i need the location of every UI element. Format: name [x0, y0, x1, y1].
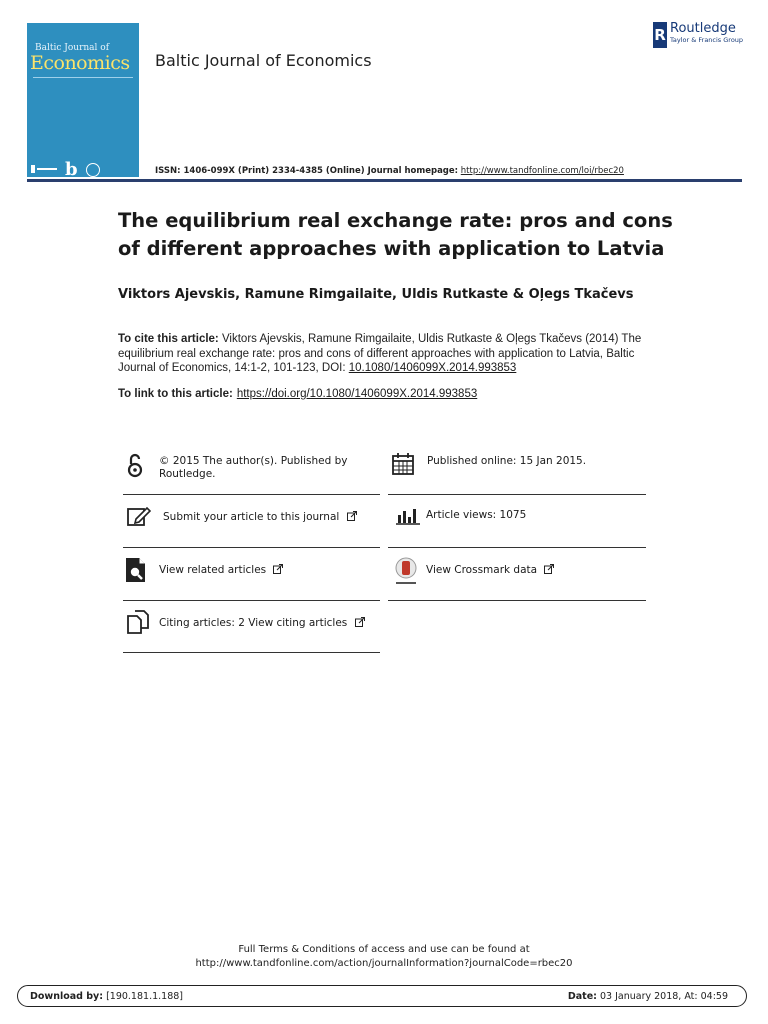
meta-divider [388, 600, 646, 601]
citing-documents-icon [127, 610, 151, 634]
cover-seal-icon [86, 163, 100, 177]
link-label: To link to this article: [118, 388, 233, 400]
cite-doi-link[interactable]: 10.1080/1406099X.2014.993853 [348, 362, 517, 374]
journal-cover-image [27, 23, 139, 177]
download-label: Download by: [30, 991, 104, 1002]
download-footer [17, 985, 747, 1007]
published-date: Published online: 15 Jan 2015. [427, 455, 587, 467]
crossmark-label: View Crossmark data [426, 564, 538, 576]
meta-divider [388, 494, 646, 495]
cover-publisher-logo [31, 165, 57, 175]
cover-divider [33, 77, 133, 78]
cite-label: To cite this article: [118, 333, 219, 345]
external-link-icon [544, 564, 554, 578]
date-label: Date: [567, 991, 597, 1002]
publisher-name: Routledge [670, 21, 736, 36]
issn-text: ISSN: 1406-099X (Print) 2334-4385 (Online) Journal homepage: [155, 166, 459, 176]
terms-block [0, 943, 768, 971]
terms-line: Full Terms & Conditions of access and use can be found at [238, 944, 530, 955]
cover-logos [31, 159, 100, 177]
submit-label: Submit your article to this journal [163, 511, 340, 523]
article-title: The equilibrium real exchange rate: pros and cons of different approaches with application to Latvia [118, 209, 673, 260]
external-link-icon [355, 617, 365, 631]
journal-name[interactable]: Baltic Journal of Economics [155, 51, 372, 70]
citation-block [118, 332, 658, 376]
meta-divider [123, 494, 380, 495]
cover-small-title: Baltic Journal of [35, 43, 110, 53]
copyright-text: © 2015 The author(s). Published by [159, 455, 348, 467]
copyright-text-2: Routledge. [159, 468, 216, 480]
issn-line [155, 166, 624, 176]
related-label: View related articles [159, 564, 267, 576]
download-date: 03 January 2018, At: 04:59 [599, 991, 728, 1002]
meta-divider [123, 547, 380, 548]
edit-icon [127, 505, 151, 529]
cover-big-title: Economics [30, 52, 130, 74]
citing-label: Citing articles: 2 View citing articles [159, 617, 348, 629]
cover-b-logo: b [65, 159, 78, 177]
cite-text: Viktors Ajevskis, Ramune Rimgailaite, Uldis Rutkaste & Oļegs Tkačevs (2014) The equilibrium real exchange rate: pros and cons of different approaches with application to Latvia, Baltic Journal of Economics, 14:1-2, 101-123, DOI: [118, 333, 642, 374]
open-access-icon [123, 452, 147, 476]
routledge-r-icon: R [653, 22, 667, 48]
journal-homepage-link[interactable]: http://www.tandfonline.com/loi/rbec20 [460, 166, 624, 176]
header-rule [27, 179, 742, 182]
publisher-logo[interactable] [653, 22, 743, 48]
download-ip: [190.181.1.188] [106, 991, 183, 1002]
terms-url[interactable]: http://www.tandfonline.com/action/journalInformation?journalCode=rbec20 [195, 958, 573, 969]
calendar-icon [391, 452, 415, 476]
link-row [118, 388, 477, 400]
meta-divider [388, 547, 646, 548]
article-authors: Viktors Ajevskis, Ramune Rimgailaite, Uldis Rutkaste & Oļegs Tkačevs [118, 287, 634, 302]
meta-divider [123, 652, 380, 653]
article-views: Article views: 1075 [426, 509, 527, 521]
meta-divider [123, 600, 380, 601]
crossmark-icon [393, 557, 417, 581]
publisher-tagline: Taylor & Francis Group [670, 36, 744, 44]
external-link-icon [347, 511, 357, 525]
search-document-icon [125, 557, 149, 581]
doi-link[interactable]: https://doi.org/10.1080/1406099X.2014.993853 [236, 388, 478, 400]
bar-chart-icon [396, 505, 420, 529]
external-link-icon [273, 564, 283, 578]
